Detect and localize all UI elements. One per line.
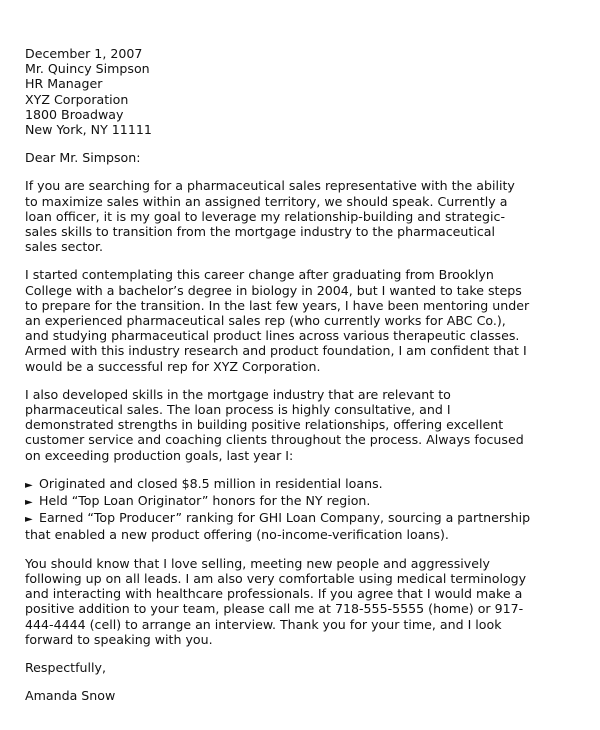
closing-text: Respectfully, bbox=[25, 659, 106, 675]
signature-block bbox=[25, 688, 585, 703]
text-line: loan officer, it is my goal to leverage my relationship-building and strategic- bbox=[25, 208, 506, 224]
text-line: would be a successful rep for XYZ Corporation. bbox=[25, 358, 321, 374]
paragraph-closing bbox=[25, 556, 585, 647]
recipient-name: Mr. Quincy Simpson bbox=[25, 61, 150, 77]
text-line: following up on all leads. I am also very comfortable using medical terminology bbox=[25, 570, 527, 586]
paragraph-skills bbox=[25, 387, 585, 463]
salutation bbox=[25, 150, 585, 165]
text-line: on exceeding production goals, last year I: bbox=[25, 447, 294, 463]
list-item bbox=[25, 493, 585, 510]
text-line: an experienced pharmaceutical sales rep (who currently works for ABC Co.), bbox=[25, 313, 506, 329]
text-line: to maximize sales within an assigned territory, we should speak. Currently a bbox=[25, 193, 508, 209]
text-line: forward to speaking with you. bbox=[25, 631, 213, 647]
text-line: customer service and coaching clients throughout the process. Always focused bbox=[25, 432, 524, 448]
text-line: I also developed skills in the mortgage industry that are relevant to bbox=[25, 386, 451, 402]
text-line: demonstrated strengths in building positive relationships, offering excellent bbox=[25, 417, 504, 433]
letter-header bbox=[25, 46, 585, 137]
text-line: and studying pharmaceutical product lines across various therapeutic classes. bbox=[25, 328, 520, 344]
text-line: If you are searching for a pharmaceutical sales representative with the ability bbox=[25, 178, 515, 194]
text-line: You should know that I love selling, meeting new people and aggressively bbox=[25, 555, 490, 571]
list-item-continuation: that enabled a new product offering (no-income-verification loans). bbox=[25, 527, 449, 543]
arrow-bullet-icon: ► bbox=[25, 497, 33, 509]
paragraph-background bbox=[25, 267, 585, 373]
letter-page bbox=[25, 46, 585, 703]
text-line: and interacting with healthcare professionals. If you agree that I would make a bbox=[25, 586, 523, 602]
closing bbox=[25, 660, 585, 675]
list-item-text: Held “Top Loan Originator” honors for the NY region. bbox=[39, 493, 371, 509]
recipient-city: New York, NY 11111 bbox=[25, 122, 152, 138]
salutation-text: Dear Mr. Simpson: bbox=[25, 150, 141, 166]
text-line: pharmaceutical sales. The loan process is highly consultative, and I bbox=[25, 402, 451, 418]
arrow-bullet-icon: ► bbox=[25, 514, 33, 526]
text-line: College with a bachelor’s degree in biology in 2004, but I wanted to take steps bbox=[25, 282, 522, 298]
list-item bbox=[25, 476, 585, 493]
signature-name: Amanda Snow bbox=[25, 688, 116, 704]
list-item bbox=[25, 510, 585, 527]
recipient-title: HR Manager bbox=[25, 76, 103, 92]
achievement-list bbox=[25, 476, 585, 543]
paragraph-intro bbox=[25, 178, 585, 254]
recipient-company: XYZ Corporation bbox=[25, 91, 129, 107]
list-item-text: Earned “Top Producer” ranking for GHI Loan Company, sourcing a partnership bbox=[39, 510, 531, 526]
text-line: sales sector. bbox=[25, 239, 103, 255]
text-line: positive addition to your team, please call me at 718-555-5555 (home) or 917- bbox=[25, 601, 524, 617]
text-line: sales skills to transition from the mortgage industry to the pharmaceutical bbox=[25, 224, 495, 240]
text-line: I started contemplating this career change after graduating from Brooklyn bbox=[25, 267, 494, 283]
list-item-text: Originated and closed $8.5 million in residential loans. bbox=[39, 475, 383, 491]
text-line: Armed with this industry research and product foundation, I am confident that I bbox=[25, 343, 527, 359]
letter-date: December 1, 2007 bbox=[25, 46, 143, 61]
text-line: to prepare for the transition. In the last few years, I have been mentoring under bbox=[25, 297, 530, 313]
recipient-street: 1800 Broadway bbox=[25, 106, 124, 122]
arrow-bullet-icon: ► bbox=[25, 479, 33, 491]
text-line: 444-4444 (cell) to arrange an interview. Thank you for your time, and I look bbox=[25, 616, 502, 632]
